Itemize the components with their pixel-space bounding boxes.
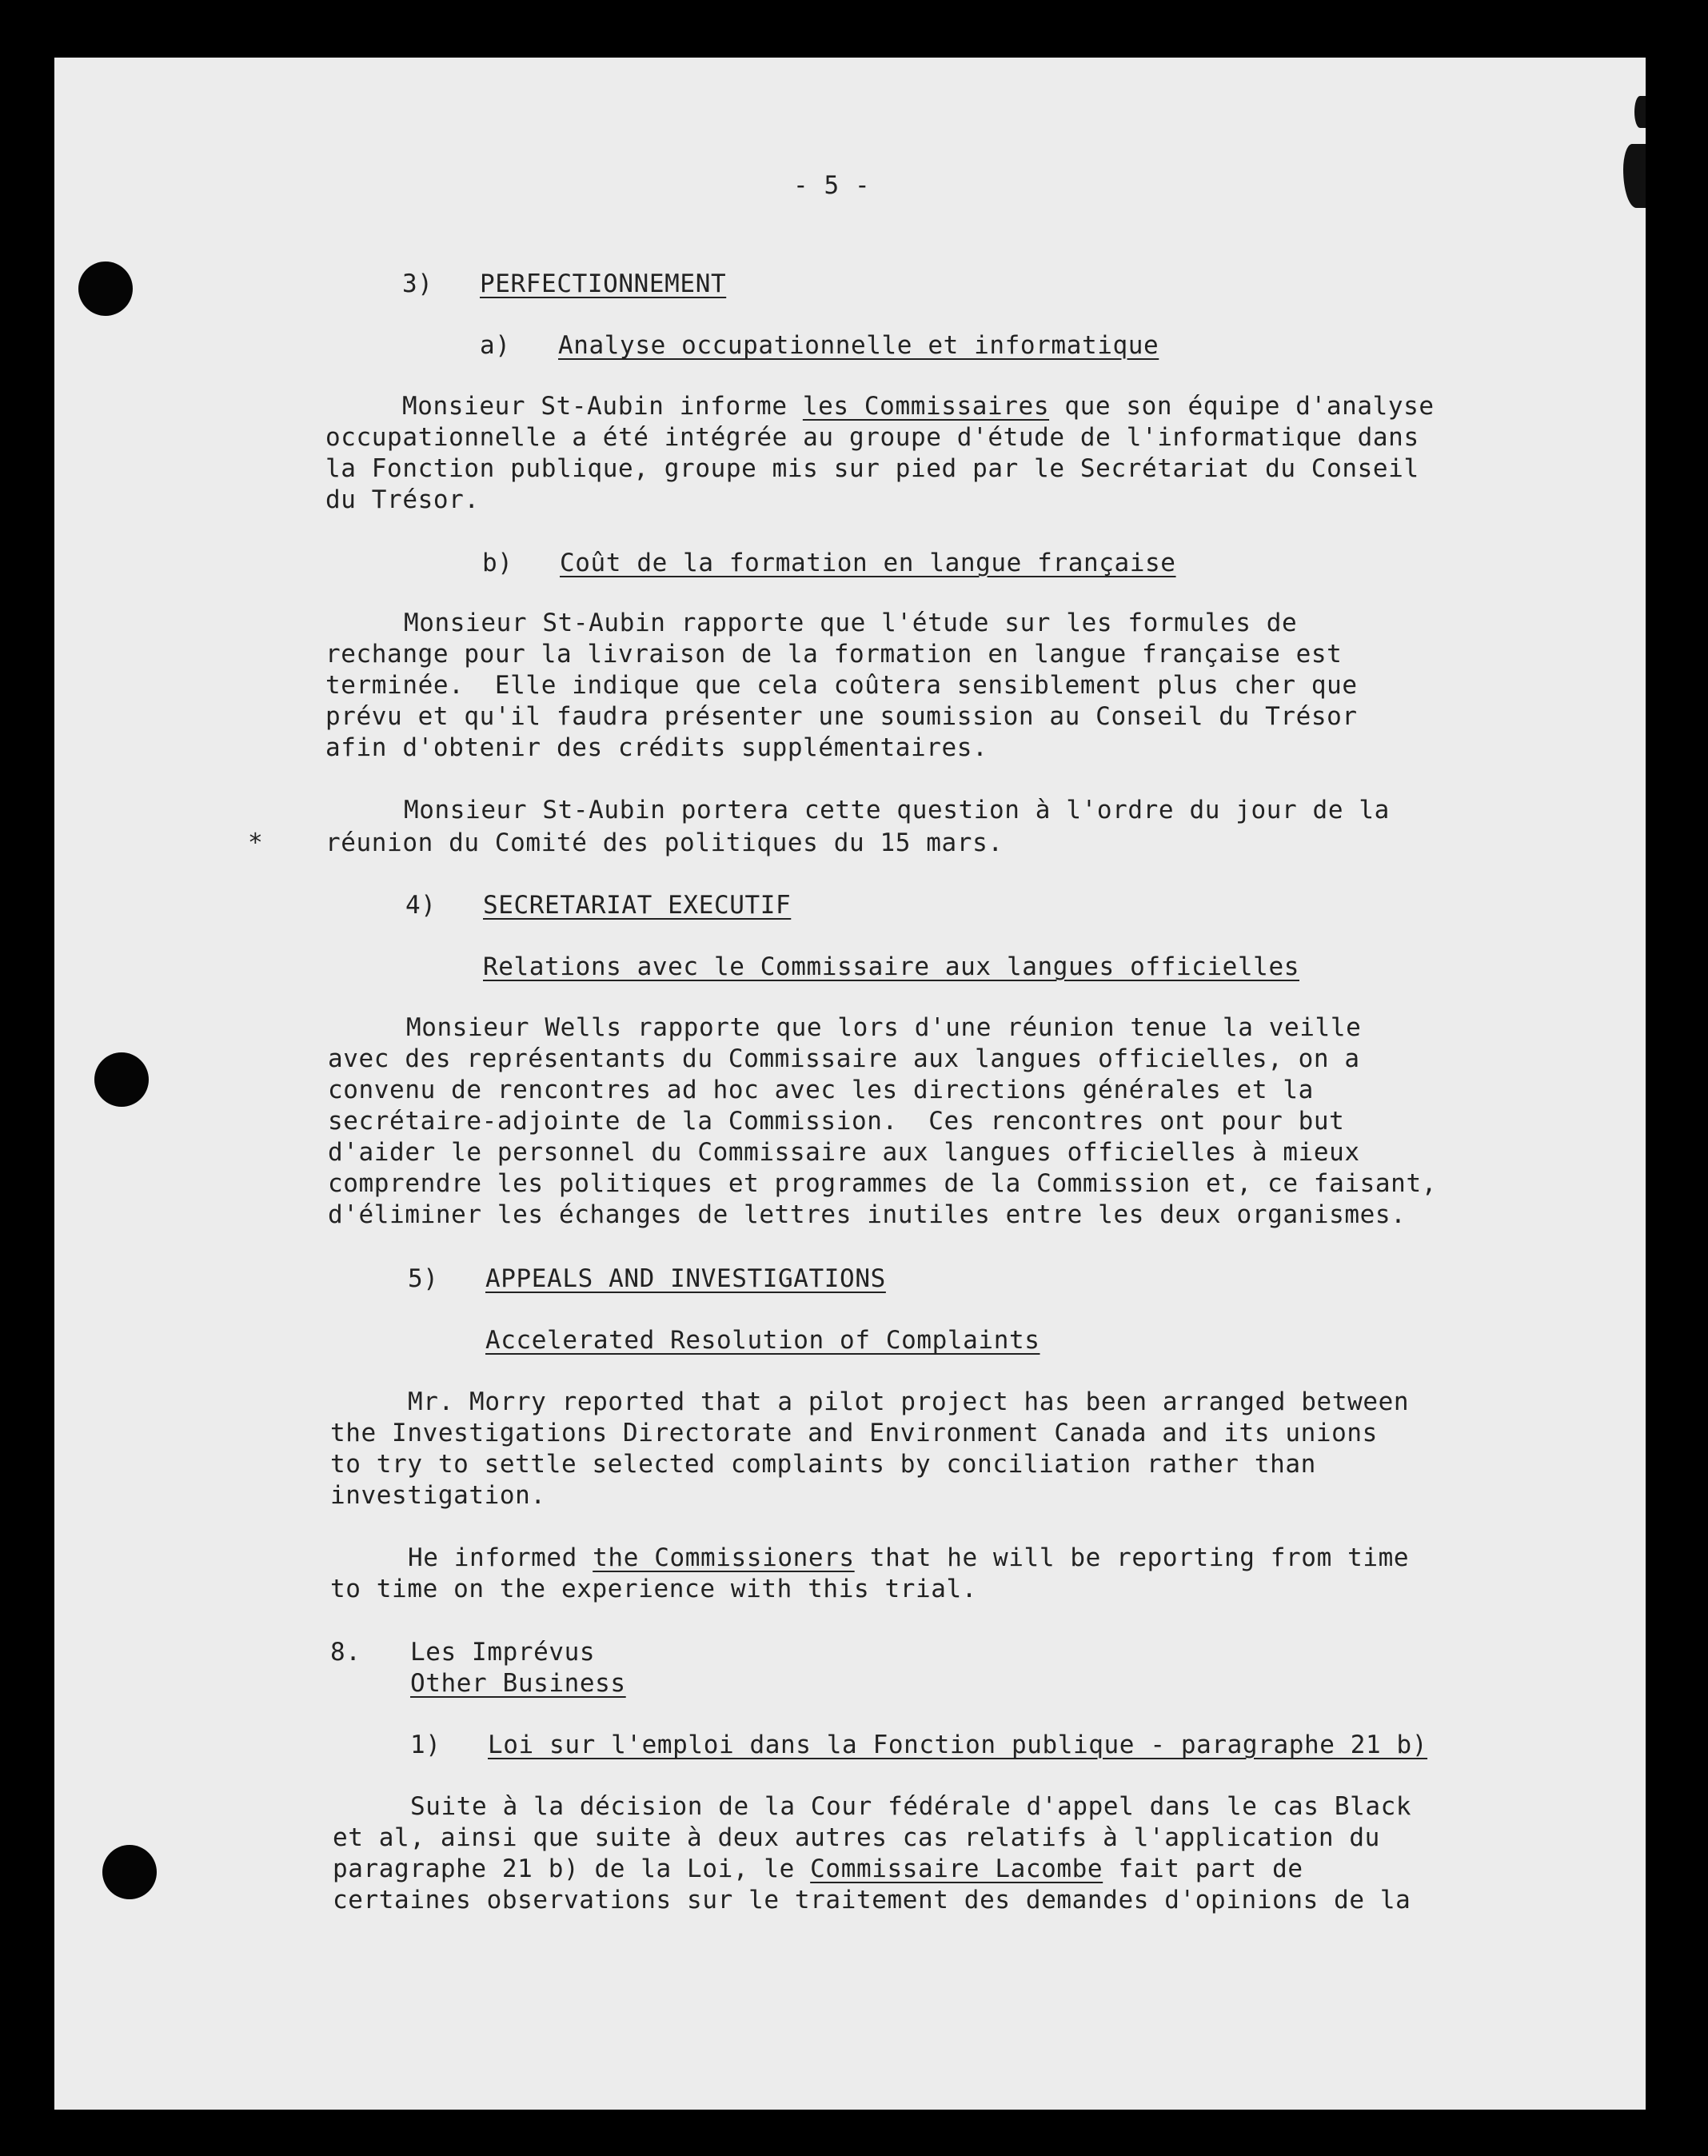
page-number: - 5 - (793, 171, 871, 200)
binder-hole-top (78, 262, 133, 316)
section-3b-paragraph-1-line-3: terminée. Elle indique que cela coûtera sensiblement plus cher que (325, 671, 1358, 700)
commissaires-reference: les Commissaires (802, 392, 1050, 421)
section-8-title-en: Other Business (410, 1669, 626, 1698)
section-3b-letter: b) (482, 549, 513, 577)
section-5-paragraph-1-line-4: investigation. (330, 1481, 546, 1510)
section-5-paragraph-1-line-2: the Investigations Directorate and Environment Canada and its unions (330, 1419, 1378, 1447)
section-8-item-1-paragraph-line-3: paragraphe 21 b) de la Loi, le Commissaire Lacombe fait part de (333, 1855, 1303, 1883)
section-4-paragraph-line-6: comprendre les politiques et programmes de la Commission et, ce faisant, (328, 1169, 1437, 1198)
section-8-title-fr: Les Imprévus (410, 1638, 596, 1667)
section-4-paragraph-line-3: convenu de rencontres ad hoc avec les directions générales et la (328, 1076, 1314, 1104)
section-3a-paragraph-line-1: Monsieur St-Aubin informe les Commissaires que son équipe d'analyse (402, 392, 1435, 421)
section-8-item-1-paragraph-line-1: Suite à la décision de la Cour fédérale d'appel dans le cas Black (410, 1792, 1412, 1821)
section-5-subtitle: Accelerated Resolution of Complaints (485, 1326, 1040, 1355)
section-8-item-1-paragraph-line-4: certaines observations sur le traitement des demandes d'opinions de la (333, 1886, 1411, 1914)
section-3b-paragraph-2-line-1: Monsieur St-Aubin portera cette question à l'ordre du jour de la (404, 796, 1390, 824)
section-4-paragraph-line-4: secrétaire-adjointe de la Commission. Ces rencontres ont pour but (328, 1107, 1345, 1136)
margin-asterisk: * (248, 828, 264, 857)
section-3a-letter: a) (480, 331, 511, 360)
section-4-paragraph-line-2: avec des représentants du Commissaire aux langues officielles, on a (328, 1044, 1360, 1073)
section-3b-paragraph-1-line-4: prévu et qu'il faudra présenter une soumission au Conseil du Trésor (325, 702, 1358, 731)
binder-hole-bottom (102, 1845, 157, 1899)
section-3-number: 3) (402, 270, 433, 298)
section-3a-title: Analyse occupationnelle et informatique (558, 331, 1159, 360)
section-8-item-1-title: Loi sur l'emploi dans la Fonction publique - paragraphe 21 b) (488, 1731, 1428, 1759)
section-4-number: 4) (405, 891, 437, 920)
section-5-paragraph-1-line-3: to try to settle selected complaints by conciliation rather than (330, 1450, 1316, 1479)
section-3b-paragraph-2-line-2: réunion du Comité des politiques du 15 mars. (325, 828, 1004, 857)
section-4-paragraph-line-5: d'aider le personnel du Commissaire aux langues officielles à mieux (328, 1138, 1360, 1167)
edge-damage-small (1634, 96, 1646, 128)
section-5-paragraph-1-line-1: Mr. Morry reported that a pilot project has been arranged between (408, 1387, 1410, 1416)
section-5-paragraph-2-line-2: to time on the experience with this trial. (330, 1575, 978, 1603)
section-8-item-1-paragraph-line-2: et al, ainsi que suite à deux autres cas relatifs à l'application du (333, 1823, 1380, 1852)
section-8-item-1-number: 1) (410, 1731, 441, 1759)
section-5-number: 5) (408, 1264, 439, 1293)
section-3b-paragraph-1-line-1: Monsieur St-Aubin rapporte que l'étude sur les formules de (404, 609, 1298, 637)
section-3b-paragraph-1-line-5: afin d'obtenir des crédits supplémentaires. (325, 733, 988, 762)
section-3a-paragraph-line-3: la Fonction publique, groupe mis sur pied par le Secrétariat du Conseil (325, 454, 1419, 483)
section-3a-paragraph-line-2: occupationnelle a été intégrée au groupe d'étude de l'informatique dans (325, 423, 1419, 452)
section-4-title: SECRETARIAT EXECUTIF (483, 891, 792, 920)
section-3b-title: Coût de la formation en langue française (560, 549, 1176, 577)
section-8-number: 8. (330, 1638, 361, 1667)
section-3a-paragraph-line-4: du Trésor. (325, 485, 480, 514)
section-3b-paragraph-1-line-2: rechange pour la livraison de la formation en langue française est (325, 640, 1343, 669)
section-4-paragraph-line-1: Monsieur Wells rapporte que lors d'une réunion tenue la veille (406, 1013, 1362, 1042)
commissaire-lacombe-reference: Commissaire Lacombe (810, 1855, 1103, 1883)
binder-hole-middle (94, 1052, 149, 1107)
section-3-title: PERFECTIONNEMENT (480, 270, 727, 298)
section-4-paragraph-line-7: d'éliminer les échanges de lettres inutiles entre les deux organismes. (328, 1200, 1407, 1229)
commissioners-reference: the Commissioners (593, 1543, 855, 1572)
section-4-subtitle: Relations avec le Commissaire aux langues officielles (483, 952, 1299, 981)
section-5-paragraph-2-line-1: He informed the Commissioners that he will be reporting from time (408, 1543, 1410, 1572)
section-5-title: APPEALS AND INVESTIGATIONS (485, 1264, 886, 1293)
